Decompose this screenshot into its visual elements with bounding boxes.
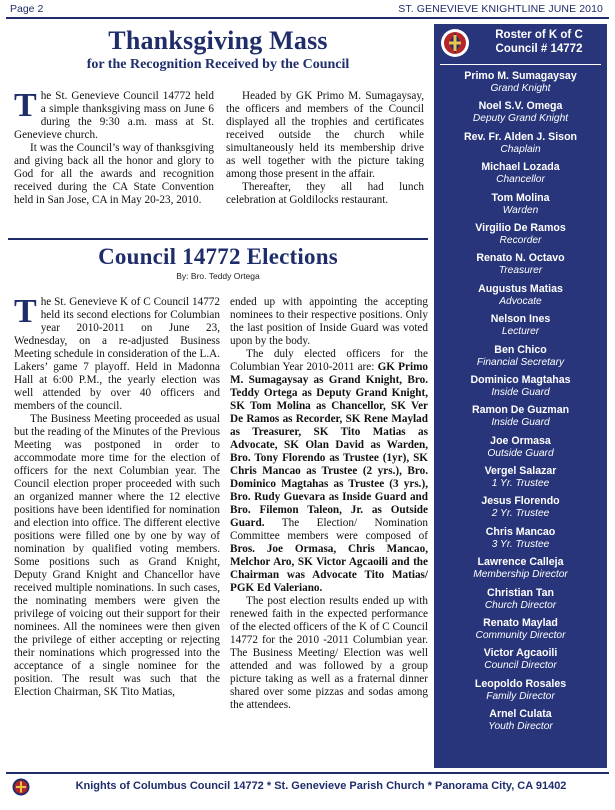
roster-position: Chaplain — [500, 143, 541, 155]
article-title: Thanksgiving Mass — [108, 26, 328, 55]
roster-name: Dominico Magtahas — [470, 373, 571, 386]
roster-name: Leopoldo Rosales — [474, 677, 567, 690]
roster-title: Roster of K of C Council # 14772 — [495, 29, 583, 55]
roster-item — [434, 678, 607, 708]
roster-name: Lawrence Calleja — [477, 556, 564, 569]
roster-name: Ramon De Guzman — [471, 404, 570, 417]
roster-name: Tom Molina — [491, 191, 550, 204]
roster-name: Rev. Fr. Alden J. Sison — [463, 130, 578, 143]
paragraph: It was the Council’s way of thanksgiving and giving back all the honor and glory to God for all the awards and recognition received during the CA State Convention held in San Jose, CA in May 20-23, 2010. — [14, 142, 214, 206]
roster-name: Vergel Salazar — [484, 465, 557, 478]
roster-name: Arnel Culata — [489, 708, 552, 721]
publication-title: ST. GENEVIEVE KNIGHTLINE JUNE 2010 — [398, 3, 603, 15]
committee-members-list: Bros. Joe Ormasa, Chris Mancao, Melchor Aro, SK Victor Agcaoili and the Chairman was Advocate Tito Matias/ PGK Ed Valeriano. — [230, 543, 428, 594]
roster-name: Chris Mancao — [485, 525, 556, 538]
roster-item — [434, 495, 607, 525]
roster-position: Youth Director — [488, 721, 553, 733]
roster-item — [434, 708, 607, 738]
roster-name: Ben Chico — [494, 343, 547, 356]
roster-position: Inside Guard — [491, 386, 550, 398]
roster-name: Victor Agcaoili — [483, 647, 558, 660]
drop-cap: T — [14, 87, 37, 124]
footer-rule — [6, 772, 609, 774]
roster-item — [434, 313, 607, 343]
roster-item — [434, 556, 607, 586]
roster-item — [434, 344, 607, 374]
paragraph: The St. Genevieve Council 14772 held a simple thanksgiving mass on June 6 during the 9:30 a.m. mass at St. Genevieve church. — [14, 87, 214, 141]
roster-name: Noel S.V. Omega — [478, 100, 563, 113]
footer-text: Knights of Columbus Council 14772 * St. Genevieve Parish Church * Panorama City, CA 91402 — [75, 780, 567, 792]
kofc-emblem-icon — [12, 778, 30, 796]
roster-position: Lecturer — [501, 326, 540, 338]
paragraph: The duly elected officers for the Columbian Year 2010-2011 are: GK Primo M. Sumagaysay as Grand Knight, Bro. Teddy Ortega as Deputy Grand Knight, SK Tom Molina as Chancellor, SK Ver De Ramos as Recorder, SK Rene Maylad as Treasurer, SK Tito Matias as Advocate, SK Olan David as Warden, Bro. Tony Florendo as Trustee (1yr), SK Chris Mancao as Trustee (2 yrs.), Bro. Dominico Magtahas as Trustee (3 yrs.), Bro. Rudy Guevara as Inside Guard and Bro. Filemon Taleon, Jr. as Outside Guard. The Election/ Nomination Committee members were composed of Bros. Joe Ormasa, Chris Mancao, Melchor Aro, SK Victor Agcaoili and the Chairman was Advocate Tito Matias/ PGK Ed Valeriano. — [230, 348, 428, 594]
header-rule — [6, 17, 609, 19]
article-thanksgiving — [8, 22, 428, 232]
article-title: Council 14772 Elections — [98, 244, 338, 269]
roster-header — [434, 24, 607, 64]
roster-item — [434, 252, 607, 282]
elected-officers-list: GK Primo M. Sumagaysay as Grand Knight, Bro. Teddy Ortega as Deputy Grand Knight, SK Tom Molina as Chancellor, SK Ver De Ramos as Recorder, SK Rene Maylad as Treasurer, SK Tito Matias as Advocate, SK Olan David as Warden, Bro. Tony Florendo as Trustee (1yr), SK Chris Mancao as Trustee (2 yrs.), Bro. Dominico Magtahas as Trustee (3 yrs.), Bro. Rudy Guevara as Inside Guard and Bro. Filemon Taleon, Jr. as Outside Guard. — [230, 361, 428, 529]
roster-position: Recorder — [499, 234, 542, 246]
roster-position: Family Director — [486, 690, 555, 702]
roster-item — [434, 161, 607, 191]
roster-position: Warden — [502, 204, 539, 216]
roster-item — [434, 70, 607, 100]
roster-position: Community Director — [475, 630, 566, 642]
roster-position: Inside Guard — [491, 417, 550, 429]
roster-item — [434, 465, 607, 495]
article-elections — [8, 244, 428, 772]
article-column-right — [230, 296, 428, 712]
roster-item — [434, 131, 607, 161]
paragraph: The post election results ended up with renewed faith in the expected performance of the elected officers of the K of C Council 14772 for the 2010 -2011 Columbian year. The Business Meeting/ Election was well attended and was followed by a group picture taking as well as a fraternal dinner shared over some pizzas and sodas among the attendees. — [230, 595, 428, 711]
main-content — [8, 22, 428, 772]
roster-position: Financial Secretary — [476, 356, 565, 368]
drop-cap: T — [14, 293, 37, 330]
article-byline: By: Bro. Teddy Ortega — [176, 271, 260, 281]
roster-position: Advocate — [499, 295, 542, 307]
roster-item — [434, 100, 607, 130]
roster-name: Michael Lozada — [481, 161, 560, 174]
roster-item — [434, 526, 607, 556]
roster-item — [434, 374, 607, 404]
roster-rule — [440, 64, 601, 65]
roster-name: Primo M. Sumagaysay — [464, 70, 577, 82]
roster-sidebar — [434, 24, 607, 768]
roster-item — [434, 404, 607, 434]
roster-position: Treasurer — [498, 265, 543, 277]
roster-item — [434, 617, 607, 647]
roster-position: Council Director — [484, 660, 557, 672]
page-footer — [6, 776, 609, 798]
page-number: Page 2 — [10, 3, 44, 15]
roster-name: Augustus Matias — [478, 282, 563, 295]
paragraph: Thereafter, they all had lunch celebration at Goldilocks restaurant. — [226, 181, 424, 206]
paragraph: ended up with appointing the accepting nominees to their respective positions. Only the last position of Inside Guard was voted upon by the body. — [230, 296, 428, 347]
roster-list — [434, 70, 607, 739]
kofc-emblem-icon — [440, 28, 470, 58]
roster-name: Renato Maylad — [483, 617, 558, 630]
roster-position: Chancellor — [496, 174, 545, 186]
roster-item — [434, 283, 607, 313]
roster-name: Nelson Ines — [490, 313, 551, 326]
roster-name: Jesus Florendo — [481, 495, 560, 508]
roster-name: Joe Ormasa — [490, 434, 551, 447]
section-divider — [8, 238, 428, 240]
roster-item — [434, 192, 607, 222]
roster-item — [434, 587, 607, 617]
paragraph: The Business Meeting proceeded as usual but the reading of the Minutes of the Previous Meeting was postponed in order to accommodate more time for the election of officers for the next Columbian year. The Council election proper proceeded with such an organized manner where the 12 elective positions have been identified for nomination and election into office. The different elective positions were filled one by one by way of nomination by qualified voting members. Some positions such as Grand Knight, Deputy Grand Knight and Chancellor have received multiple nominations. In such cases, the nominating members were given the privilege of voicing out their support for their nominees. All the nominees were then given the privilege of either accepting or rejecting their nominations which progressed into the acceptance of a single nominee for the position. The result was such that the Election Chairman, SK Tito Matias, — [14, 413, 220, 698]
roster-item — [434, 222, 607, 252]
paragraph: The St. Genevieve K of C Council 14772 held its second elections for Columbian year 2010-2011 on June 23, Wednesday, on a re-adjusted Business Meeting schedule in consideration of the L.A. Lakers’ game 7 playoff. Held in Madonna Hall at 6:00 P.M., the yearly election was well attended by over 40 officers and members of the council. — [14, 293, 220, 412]
roster-name: Christian Tan — [487, 586, 554, 599]
roster-position: Outside Guard — [487, 447, 554, 459]
roster-position: Membership Director — [473, 569, 568, 581]
article-subtitle: for the Recognition Received by the Council — [86, 57, 350, 72]
page-header — [6, 2, 609, 18]
roster-position: Deputy Grand Knight — [472, 113, 569, 125]
roster-name: Renato N. Octavo — [476, 252, 565, 265]
roster-position: 3 Yr. Trustee — [491, 538, 550, 550]
paragraph: Headed by GK Primo M. Sumagaysay, the officers and members of the Council displayed all the trophies and certificates received outside the church while simultaneously held its membership drive as well together with the picture taking among those present in the affair. — [226, 90, 424, 180]
roster-item — [434, 435, 607, 465]
roster-position: 2 Yr. Trustee — [491, 508, 550, 520]
roster-position: Church Director — [484, 599, 557, 611]
article-column-left — [14, 87, 214, 207]
roster-name: Virgilio De Ramos — [475, 221, 566, 234]
article-column-right — [226, 90, 424, 207]
article-column-left — [14, 293, 220, 699]
roster-position: 1 Yr. Trustee — [491, 478, 550, 490]
roster-item — [434, 647, 607, 677]
roster-position: Grand Knight — [490, 83, 551, 94]
